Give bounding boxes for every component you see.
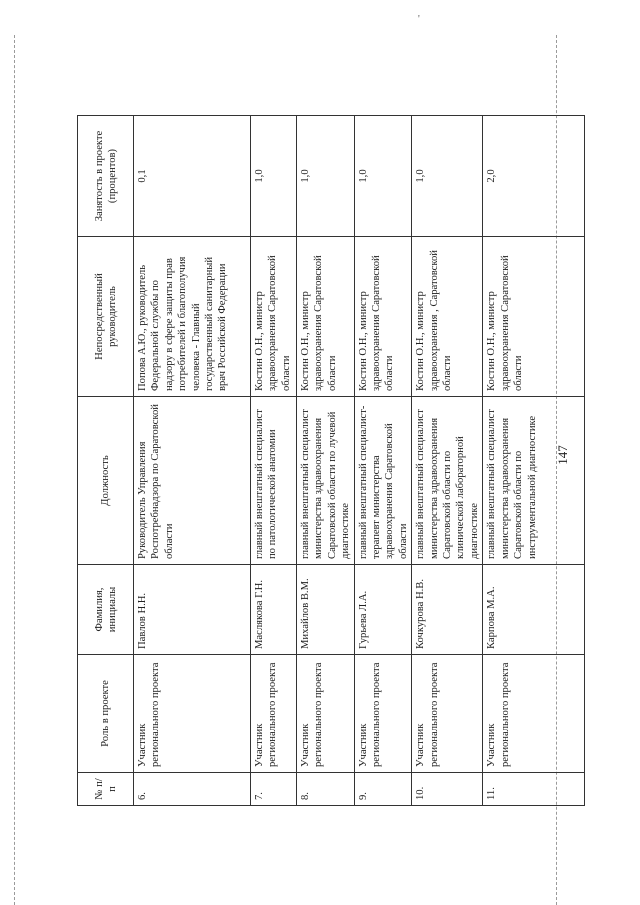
project-participants-table (77, 115, 585, 806)
cell-employment: 1,0 (412, 116, 483, 237)
cell-name: Павлов Н.Н. (134, 565, 251, 655)
cell-number: 7. (251, 773, 297, 806)
header-number: № п/п (78, 773, 134, 806)
corner-mark: ' (418, 14, 420, 25)
header-employment: Занятость в проекте (процентов) (78, 116, 134, 237)
cell-employment: 1,0 (297, 116, 355, 237)
cell-number: 9. (354, 773, 412, 806)
cell-position: Руководитель Управления Роспотребнадзора по Саратовской области (134, 397, 251, 565)
cell-role: Участник регионального проекта (483, 655, 585, 773)
cell-role: Участник регионального проекта (134, 655, 251, 773)
cell-position: главный внештатный специалист министерства здравоохранения Саратовской области по клинической лабораторной диагностике (412, 397, 483, 565)
table-row (412, 116, 483, 806)
page-number: 147 (555, 445, 570, 465)
header-position: Должность (78, 397, 134, 565)
cell-number: 10. (412, 773, 483, 806)
cell-employment: 1,0 (251, 116, 297, 237)
cell-name: Гурьева Л.А. (354, 565, 412, 655)
cell-position: главный внештатный специалист министерства здравоохранения Саратовской области по инструментальной диагностике (483, 397, 585, 565)
header-name: Фамилия, инициалы (78, 565, 134, 655)
cell-role: Участник регионального проекта (251, 655, 297, 773)
table-row (251, 116, 297, 806)
cell-supervisor: Костин О.Н., министр здравоохранения Саратовской области (297, 237, 355, 397)
cell-role: Участник регионального проекта (412, 655, 483, 773)
header-supervisor: Непосредственный руководитель (78, 237, 134, 397)
cell-employment: 2,0 (483, 116, 585, 237)
table-row (134, 116, 251, 806)
cell-supervisor: Костин О.Н., министр здравоохранения Саратовской области (354, 237, 412, 397)
cell-supervisor: Костин О.Н., министр здравоохранения Саратовской области (251, 237, 297, 397)
cell-name: Карпова М.А. (483, 565, 585, 655)
cell-position: главный внештатный специалист по патологической анатомии (251, 397, 297, 565)
table-header-row (78, 116, 134, 806)
cell-name: Маслякова Г.Н. (251, 565, 297, 655)
table-row (297, 116, 355, 806)
cell-number: 11. (483, 773, 585, 806)
cell-position: главный внештатный специалист министерства здравоохранения Саратовской области по лучевой диагностике (297, 397, 355, 565)
cell-name: Кочкурова Н.В. (412, 565, 483, 655)
cell-number: 8. (297, 773, 355, 806)
table-row (354, 116, 412, 806)
cell-employment: 0,1 (134, 116, 251, 237)
cell-supervisor: Попова А.Ю., руководитель Федеральной службы по надзору в сфере защиты прав потребителей и благополучия человека - Главный государственный санитарный врач Российской Федерации (134, 237, 251, 397)
cell-supervisor: Костин О.Н., министр здравоохранения Саратовской области (483, 237, 585, 397)
cell-employment: 1,0 (354, 116, 412, 237)
cell-role: Участник регионального проекта (354, 655, 412, 773)
rotated-table-container (77, 116, 538, 806)
cell-supervisor: Костин О.Н., министр здравоохранения , Саратовской области (412, 237, 483, 397)
cell-role: Участник регионального проекта (297, 655, 355, 773)
cell-number: 6. (134, 773, 251, 806)
cell-name: Михайлов В.М. (297, 565, 355, 655)
cell-position: главный внештатный специалист-терапевт министерства здравоохранения Саратовской области (354, 397, 412, 565)
header-role: Роль в проекте (78, 655, 134, 773)
scan-left-dashed-border (14, 35, 15, 905)
